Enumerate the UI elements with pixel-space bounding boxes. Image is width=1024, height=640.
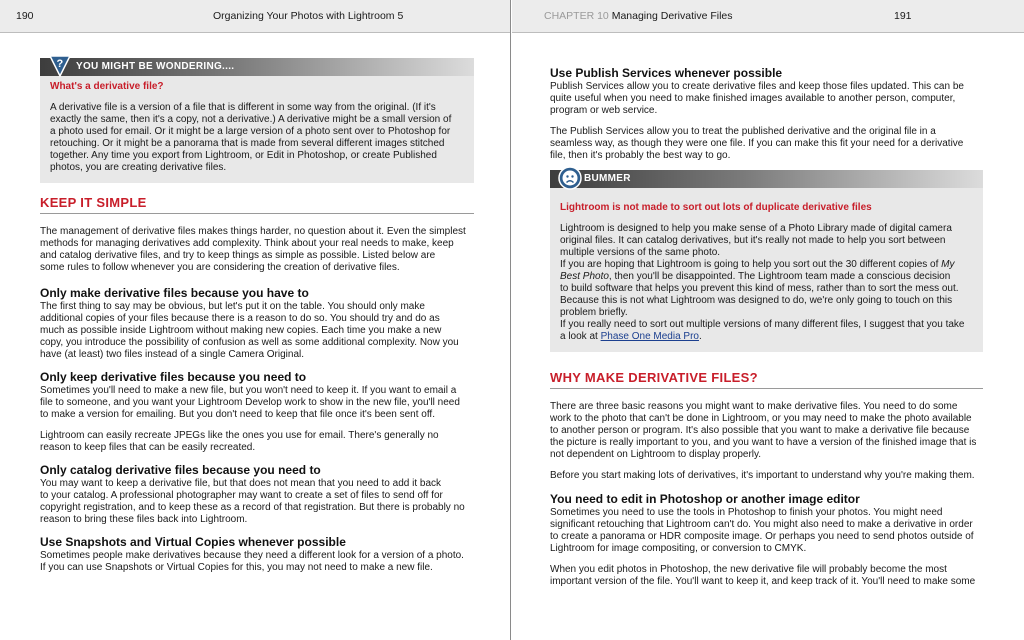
phase-one-media-pro-link[interactable]: Phase One Media Pro — [600, 331, 699, 342]
subsection-paragraph: Lightroom can easily recreate JPEGs like the ones you use for email. There's generally no reason to keep files that can be easily recreated. — [40, 430, 439, 453]
bummer-subtitle: Lightroom is not made to sort out lots of duplicate derivative files — [560, 202, 872, 213]
chapter-label: CHAPTER 10 — [544, 10, 609, 22]
wondering-sidebar-label: YOU MIGHT BE WONDERING.... — [76, 61, 235, 72]
bummer-paragraph — [560, 319, 973, 343]
bummer-sidebar-body — [550, 188, 983, 352]
why-derivative-heading: WHY MAKE DERIVATIVE FILES? — [550, 370, 983, 389]
left-content — [40, 58, 474, 583]
keep-it-simple-intro: The management of derivative files makes things harder, no question about it. Even the simplest methods for managing derivatives add complexity. Think about your real needs to make, keep and catalog derivative files, and try to keep things as simple as possible. Listed below are some rules to follow whenever you are considering the creation of derivative files. — [40, 226, 466, 273]
subsection-heading: Only catalog derivative files because you need to — [40, 463, 321, 477]
bummer-italic-title: My Best Photo — [560, 259, 955, 282]
bummer-sidebar — [550, 170, 983, 352]
bummer-text: . — [698, 331, 702, 342]
bummer-text: If you are hoping that Lightroom is going to help you sort out the 30 different copies of — [560, 259, 942, 270]
left-running-head — [0, 0, 510, 33]
subsection-paragraph: Sometimes you'll need to make a new file, but you won't need to keep it. If you want to email a file to someone, and you want your Lightroom Develop work to show in the new file, you'll need to make a version for emailing. But you don't need to keep that file once it's been sent off. — [40, 385, 460, 420]
photoshop-edit-paragraph: Sometimes you need to use the tools in Photoshop to finish your photos. You might need significant retouching that Lightroom can't do. You might also need to make a derivative in order to create a panorama or HDR composite image. Or perhaps you need to send photos outside of Lightroom for image compositing, or conversion to CMYK. — [550, 507, 974, 554]
right-page — [512, 0, 1024, 640]
photoshop-edit-heading: You need to edit in Photoshop or another image editor — [550, 492, 860, 506]
left-subsection — [40, 463, 474, 526]
wondering-sidebar-body — [40, 76, 474, 183]
left-page — [0, 0, 511, 640]
right-page-number: 191 — [894, 10, 912, 22]
subsection-heading: Use Snapshots and Virtual Copies whenever possible — [40, 535, 346, 549]
publish-services-paragraph: The Publish Services allow you to treat the published derivative and the original file in a seamless way, as though they were one file. If you can make this fit your need for a derivative file, then it's probably the best way to go. — [550, 126, 964, 161]
why-derivative-paragraph: There are three basic reasons you might want to make derivative files. You need to do some work to the photo that can't be done in Lightroom, or you may need to make the photo available to another person or program. It's also possible that you want to make a derivative file because the picture is really important to you, and you want to have a version of the finished image that is not dependent on Lightroom to display properly. — [550, 401, 977, 460]
left-subsection — [40, 535, 474, 574]
left-page-number: 190 — [16, 10, 34, 22]
why-derivative-paragraph: Before you start making lots of derivatives, it's important to understand why you're making them. — [550, 470, 975, 481]
subsection-heading: Only keep derivative files because you need to — [40, 370, 307, 384]
sad-face-icon — [558, 166, 582, 190]
wondering-sidebar-header — [40, 58, 474, 76]
subsection-paragraph: The first thing to say may be obvious, but let's put it on the table. You should only make additional copies of your files because there is a reason to do so. You should try and do as much as possible inside Lightroom without making new copies. Each time you make a new copy, you introduce the possibility of confusion as well as some additional complexity. Now you have (at least) two files instead of a single Camera Original. — [40, 301, 459, 360]
wondering-sidebar — [40, 58, 474, 183]
right-running-title: Managing Derivative Files — [611, 10, 733, 22]
subsection-paragraph: You may want to keep a derivative file, but that does not mean that you need to add it back to your catalog. A professional photographer may want to create a set of files to send off for copyright registration, and to keep these as a record of that registration. But there is probably no reason to bring these files back into Lightroom. — [40, 478, 465, 525]
bummer-text: If you really need to sort out multiple versions of many different files, I suggest that you take a look at — [560, 319, 965, 342]
right-content — [550, 66, 983, 597]
question-mark-icon — [48, 54, 72, 78]
wondering-text: A derivative file is a version of a file that is different in some way from the original. (If it's exactly the same, then it's a copy, not a derivative.) A derivative might be a small version of a photo used for email. Or it might be a large version of a photo sent over to Photoshop for retouching. Or it might be a panorama that is made from several different images stitched together. Any time you export from Lightroom, or Edit in Photoshop, or create Published photos, you are creating derivative files. — [50, 102, 452, 173]
svg-text:?: ? — [56, 58, 64, 70]
publish-services-paragraph: Publish Services allow you to create derivative files and keep those files updated. This can be quite useful when you need to make finished images available to another person, computer, program or web service. — [550, 81, 964, 116]
bummer-text: , then you'll be disappointed. The Lightroom team made a conscious decision to build software that helps you prevent this kind of mess, rather than to sort the mess out. Because this is not what Lightroom was designed to do, we're only going to touch on this problem briefly. — [560, 271, 959, 318]
photoshop-edit-paragraph: When you edit photos in Photoshop, the new derivative file will probably become the most important version of the file. You'll want to keep it, and keep track of it. You'll need to make some — [550, 564, 976, 587]
bummer-sidebar-label: BUMMER — [584, 173, 631, 184]
left-subsection — [40, 370, 474, 454]
publish-services-heading: Use Publish Services whenever possible — [550, 66, 783, 80]
wondering-question: What's a derivative file? — [50, 81, 164, 92]
keep-it-simple-heading: KEEP IT SIMPLE — [40, 195, 474, 214]
left-subsection — [40, 286, 474, 361]
bummer-sidebar-header — [550, 170, 983, 188]
left-running-title: Organizing Your Photos with Lightroom 5 — [213, 10, 404, 22]
bummer-paragraph — [560, 259, 973, 319]
right-running-head — [512, 0, 1024, 33]
subsection-paragraph: Sometimes people make derivatives because they need a different look for a version of a photo. If you can use Snapshots or Virtual Copies for this, you may not need to make a new file. — [40, 550, 464, 573]
subsection-heading: Only make derivative files because you have to — [40, 286, 309, 300]
right-running-title-group — [544, 10, 733, 22]
bummer-paragraph: Lightroom is designed to help you make sense of a Photo Library made of digital camera original files. It can catalog derivatives, but it's really not made to help you sort between multiple versions of the same photo. — [560, 223, 952, 258]
